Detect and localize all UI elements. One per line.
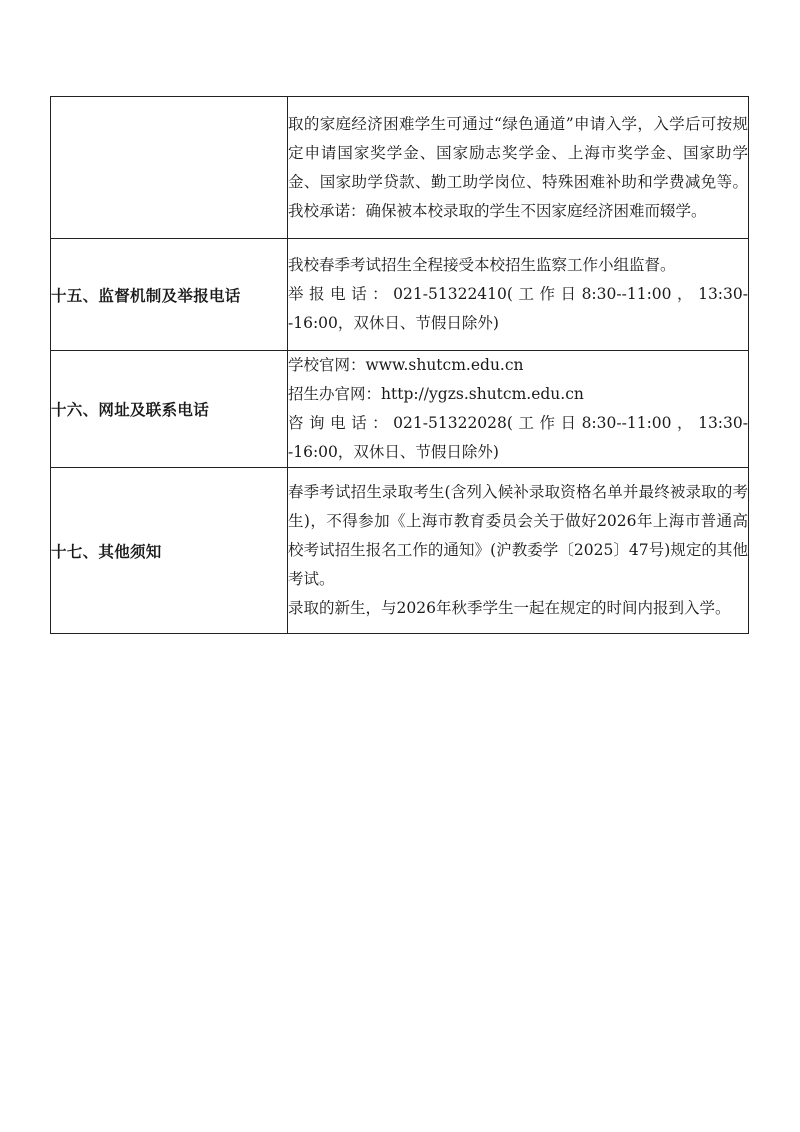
table-row-other	[51, 468, 749, 634]
supervision-content	[288, 239, 749, 351]
consult-phone: 咨询电话：021-51322028(工作日8:30--11:00，13:30--16:00，双休日、节假日除外)	[288, 414, 748, 461]
other-notes-paragraph-1: 春季考试招生录取考生(含列入候补录取资格名单并最终被录取的考生)，不得参加《上海市教育委员会关于做好2026年上海市普通高校考试招生报名工作的通知》(沪教委学〔2025〕47号)规定的其他考试。	[288, 483, 748, 588]
table-row-supervision	[51, 239, 749, 351]
row-label-supervision: 十五、监督机制及举报电话	[51, 239, 288, 351]
other-notes-paragraph-2: 录取的新生，与2026年秋季学生一起在规定的时间内报到入学。	[288, 599, 731, 617]
row-label-contact: 十六、网址及联系电话	[51, 351, 288, 468]
row-label-empty	[51, 97, 288, 239]
report-phone: 举报电话：021-51322410(工作日8:30--11:00，13:30--16:00，双休日、节假日除外)	[288, 285, 748, 332]
admission-info-table	[50, 96, 749, 634]
school-website: 学校官网：www.shutcm.edu.cn	[288, 356, 524, 374]
table-row-continued	[51, 97, 749, 239]
financial-aid-text	[288, 97, 749, 239]
row-label-other: 十七、其他须知	[51, 468, 288, 634]
admissions-website: 招生办官网：http://ygzs.shutcm.edu.cn	[288, 385, 584, 403]
table-row-contact	[51, 351, 749, 468]
supervision-statement: 我校春季考试招生全程接受本校招生监察工作小组监督。	[288, 256, 676, 274]
financial-aid-paragraph: 取的家庭经济困难学生可通过“绿色通道”申请入学，入学后可按规定申请国家奖学金、国家励志奖学金、上海市奖学金、国家助学金、国家助学贷款、勤工助学岗位、特殊困难补助和学费减免等。我校承诺：确保被本校录取的学生不因家庭经济困难而辍学。	[288, 114, 748, 220]
contact-content	[288, 351, 749, 468]
other-notes-content	[288, 468, 749, 634]
